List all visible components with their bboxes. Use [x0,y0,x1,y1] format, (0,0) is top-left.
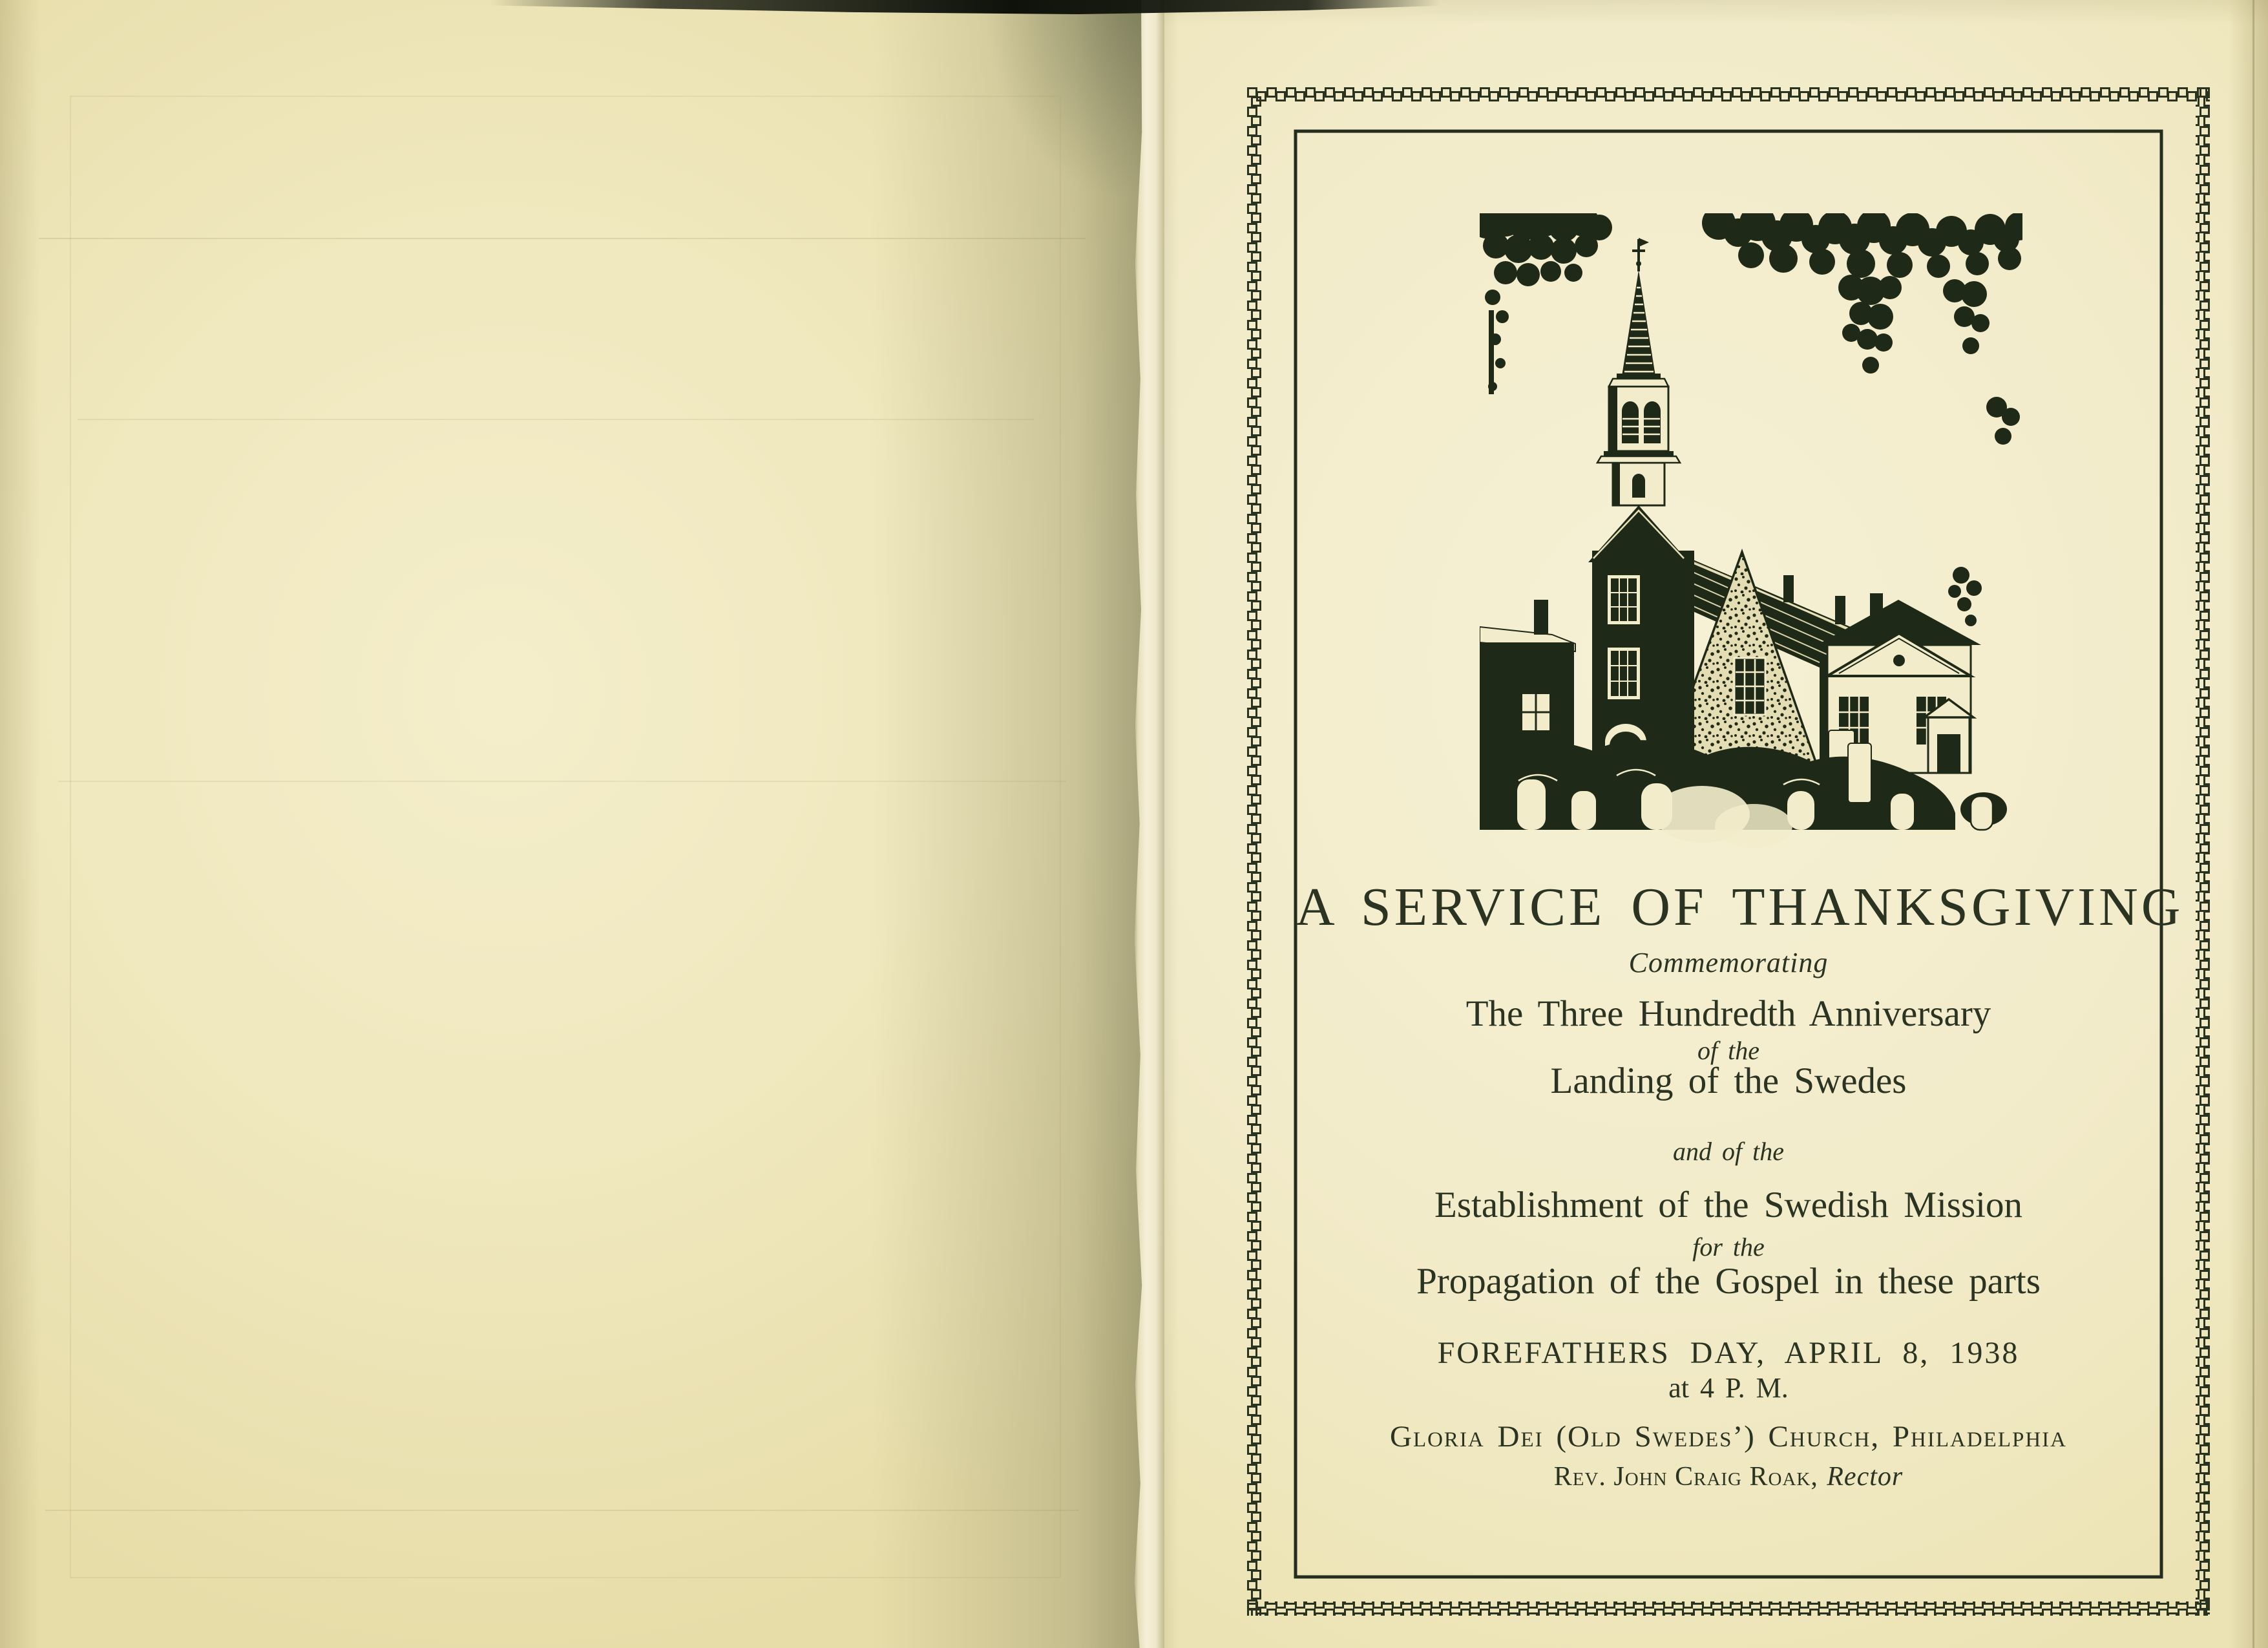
landing-line: Landing of the Swedes [1550,1061,1907,1101]
commemorating-line: Commemorating [1628,947,1829,978]
paper-crease [39,238,1086,239]
establishment-line: Establishment of the Swedish Mission [1434,1185,2022,1225]
cover-text [1296,0,2184,1648]
rector-title: Rector [1827,1462,1904,1492]
date-line: FOREFATHERS DAY, APRIL 8, 1938 [1437,1336,2020,1370]
paper-crease [78,419,1034,420]
right-page [1145,0,2268,1648]
for-the-line: for the [1692,1232,1765,1262]
program-title: A SERVICE OF THANKSGIVING [1296,877,2184,937]
page-edge-line [2252,0,2254,1648]
propagation-line: Propagation of the Gospel in these parts [1416,1261,2041,1302]
rector-line [1296,1463,2161,1490]
church-name-line: Gloria Dei (Old Swedes’) Church, Philadelphia [1390,1420,2067,1453]
anniversary-line: The Three Hundredth Anniversary [1465,993,1991,1034]
and-of-the-line: and of the [1673,1137,1784,1166]
of-the-line: of the [1697,1036,1759,1065]
time-line: at 4 P. M. [1668,1372,1789,1404]
rector-name: Rev. John Craig Roak, [1553,1462,1818,1492]
paper-crease [45,1510,1079,1511]
show-through-impression [70,96,1061,1578]
paper-crease [58,781,1066,782]
